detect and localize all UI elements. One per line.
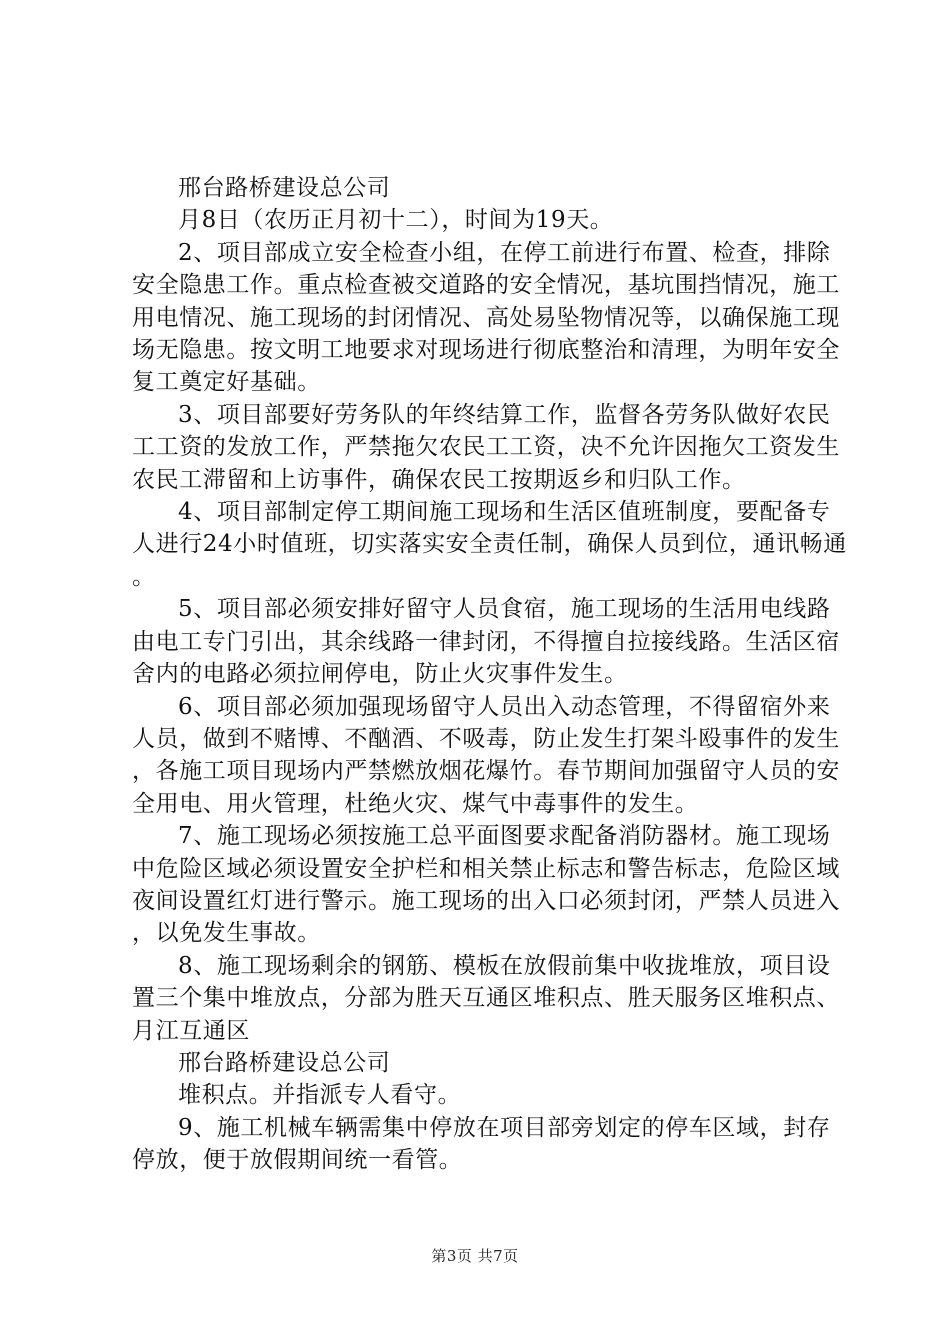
paragraph-item-9: 9、施工机械车辆需集中停放在项目部旁划定的停车区域，封存停放，便于放假期间统一看管。 [132, 1114, 831, 1174]
paragraph-item-7: 7、施工现场必须按施工总平面图要求配备消防器材。施工现场中危险区域必须设置安全护栏和相关禁止标志和警告标志，危险区域夜间设置红灯进行警示。施工现场的出入口必须封闭，严禁人员进入，以免发生事故。 [132, 823, 840, 947]
paragraph-item-6: 6、项目部必须加强现场留守人员出入动态管理，不得留宿外来人员，做到不赌博、不酗酒、不吸毒，防止发生打架斗殴事件的发生，各施工项目现场内严禁燃放烟花爆竹。春节期间加强留守人员的安全用电、用火管理，杜绝火灾、煤气中毒事件的发生。 [132, 693, 840, 817]
page-number-footer: 第3页 共7页 [431, 1247, 519, 1265]
paragraph-item-8: 8、施工现场剩余的钢筋、模板在放假前集中收拢堆放，项目设置三个集中堆放点，分部为胜天互通区堆积点、胜天服务区堆积点、月江互通区 [132, 952, 840, 1044]
document-body [132, 172, 852, 1177]
header-company-name: 邢台路桥建设总公司 [178, 175, 391, 201]
header-company-name-repeat: 邢台路桥建设总公司 [178, 1049, 391, 1076]
paragraph-item-5: 5、项目部必须安排好留守人员食宿，施工现场的生活用电线路由电工专门引出，其余线路一律封闭，不得擅自拉接线路。生活区宿舍内的电路必须拉闸停电，防止火灾事件发生。 [132, 596, 840, 688]
paragraph-item-2: 2、项目部成立安全检查小组，在停工前进行布置、检查，排除安全隐患工作。重点检查被交道路的安全情况，基坑围挡情况，施工用电情况、施工现场的封闭情况、高处易坠物情况等，以确保施工现场无隐患。按文明工地要求对现场进行彻底整治和清理，为明年安全复工奠定好基础。 [132, 239, 840, 396]
paragraph-item-8-continuation: 堆积点。并指派专人看守。 [178, 1082, 462, 1109]
paragraph-date-continuation: 月8日（农历正月初十二），时间为19天。 [178, 207, 614, 234]
paragraph-item-4: 4、项目部制定停工期间施工现场和生活区值班制度，要配备专人进行24小时值班，切实落实安全责任制，确保人员到位，通讯畅通。 [132, 499, 847, 590]
paragraph-item-3: 3、项目部要好劳务队的年终结算工作，监督各劳务队做好农民工工资的发放工作，严禁拖欠农民工工资，决不允许因拖欠工资发生农民工滞留和上访事件，确保农民工按期返乡和归队工作。 [132, 401, 840, 493]
